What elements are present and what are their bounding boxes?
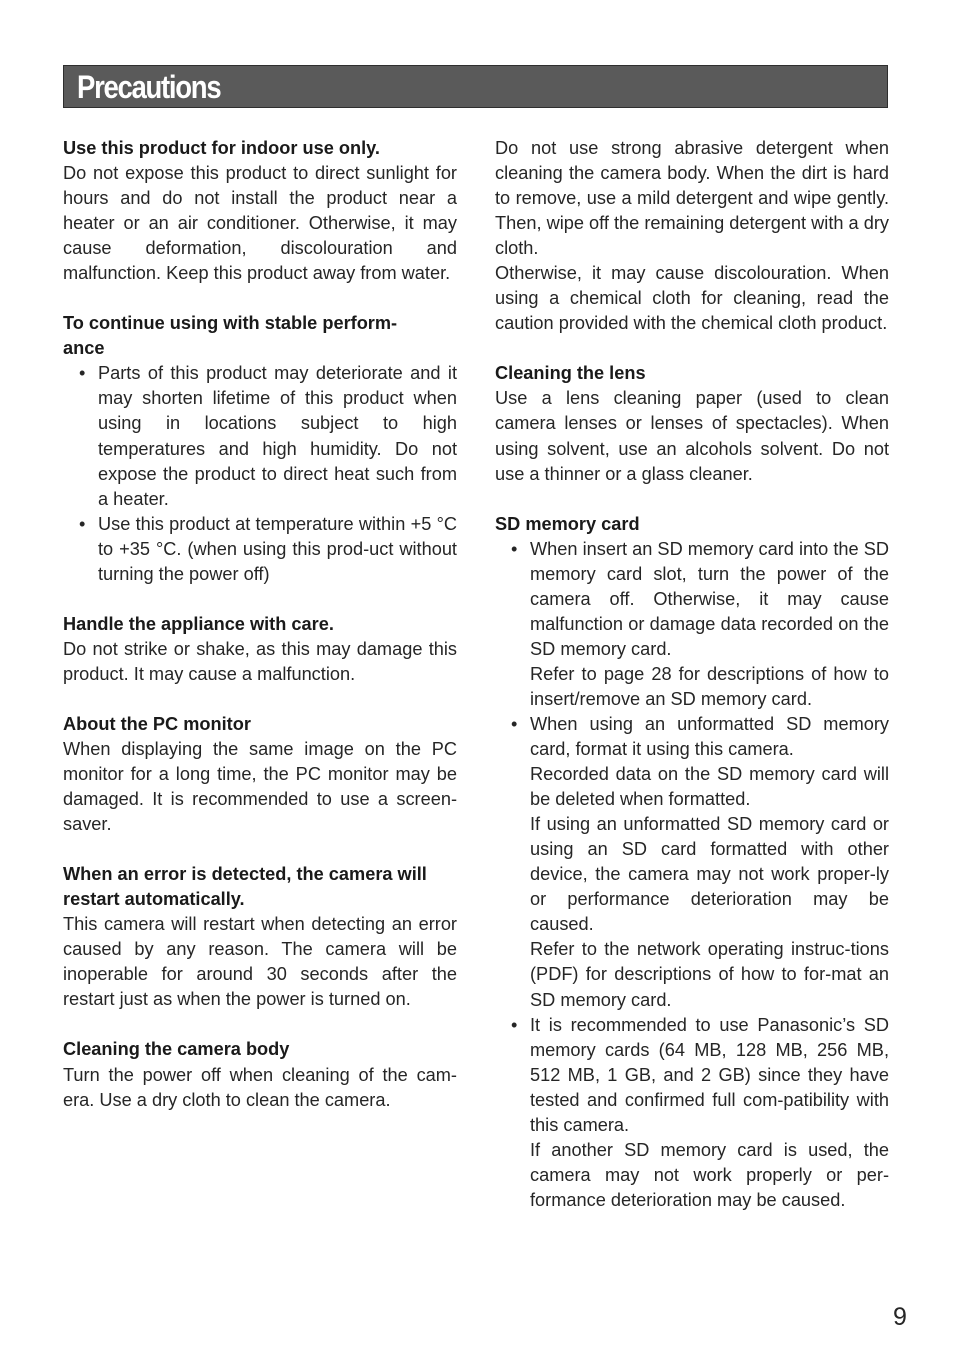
bullet-list — [63, 361, 457, 586]
section-stable-performance — [63, 311, 457, 587]
section-paragraph: Use a lens cleaning paper (used to clean camera lenses or lenses of spectacles). When using solvent, use an alcohols solvent. Do not use a thinner or a glass cleaner. — [495, 388, 889, 484]
list-item-text: Refer to the network operating instruc-tions (PDF) for descriptions of how to for-mat an SD memory card. — [530, 939, 889, 1010]
section-heading: SD memory card — [495, 513, 640, 534]
list-item-text: • When insert an SD memory card into the SD memory card slot, turn the power of the camera off. Otherwise, it may cause malfunction or damage data recorded on the SD memory card. — [530, 538, 889, 659]
right-column — [495, 136, 889, 1238]
list-item — [530, 712, 889, 1013]
list-item-text: If another SD memory card is used, the camera may not work properly or per-formance deterioration may be caused. — [530, 1139, 889, 1210]
section-sd-memory-card — [495, 512, 889, 1213]
section-paragraph: When displaying the same image on the PC monitor for a long time, the PC monitor may be damaged. It is recommended to use a screen-saver. — [63, 738, 457, 835]
section-heading: Use this product for indoor use only. — [63, 138, 380, 158]
list-item-text: Recorded data on the SD memory card will be deleted when formatted. — [530, 764, 889, 810]
section-heading: Handle the appliance with care. — [63, 613, 334, 634]
list-item — [530, 1013, 889, 1213]
section-indoor-use — [63, 136, 457, 286]
section-handle-with-care — [63, 612, 457, 687]
list-item: • Use this product at temperature within +5 °C to +35 °C. (when using this prod-uct without turning the power off) — [98, 512, 457, 587]
page-title-bar — [63, 65, 888, 108]
section-pc-monitor — [63, 712, 457, 837]
section-paragraph: This camera will restart when detecting an error caused by any reason. The camera will be inoperable for around 30 seconds after the restart just as when the power is turned on. — [63, 914, 457, 1010]
section-heading-line-1: When an error is detected, the camera will — [63, 864, 427, 885]
section-cleaning-body-continued — [495, 136, 889, 336]
section-heading: Cleaning the lens — [495, 363, 646, 384]
section-heading: Cleaning the camera body — [63, 1039, 290, 1060]
list-item-text: Refer to page 28 for descriptions of how to insert/remove an SD memory card. — [530, 663, 889, 709]
section-paragraph: Do not expose this product to direct sunlight for hours and do not install the product near a heater or an air conditioner. Otherwise, it may cause deformation, discolouration and malfunction. Keep this product away from water. — [63, 163, 457, 284]
section-cleaning-lens — [495, 361, 889, 486]
list-item-text: • It is recommended to use Panasonic’s SD memory cards (64 MB, 128 MB, 256 MB, 512 MB, 1 GB, and 2 GB) since they have tested and confirmed full com-patibility with this camera. — [530, 1014, 889, 1135]
list-item-text: • When using an unformatted SD memory card, format it using this camera. — [530, 713, 889, 760]
bullet-list — [495, 537, 889, 1213]
section-heading-line-1: To continue using with stable perform- — [63, 313, 398, 334]
section-paragraph: Do not use strong abrasive detergent when cleaning the camera body. When the dirt is hard to remove, use a mild detergent and wipe gently. Then, wipe off the remaining detergent with a dry cloth. — [495, 138, 889, 259]
list-item: • Parts of this product may deteriorate and it may shorten lifetime of this product when using in locations subject to high temperatures and high humidity. Do not expose the product to direct heat such from a heater. — [98, 361, 457, 511]
left-column — [63, 136, 457, 1138]
section-heading: About the PC monitor — [63, 713, 251, 734]
section-heading-line-2: restart automatically. — [63, 889, 245, 910]
section-heading-line-2: ance — [63, 338, 105, 359]
page-title: Precautions — [77, 69, 221, 105]
list-item — [530, 537, 889, 712]
section-error-restart — [63, 862, 457, 1012]
page-number: 9 — [893, 1303, 907, 1331]
section-paragraph: Do not strike or shake, as this may damage this product. It may cause a malfunction. — [63, 638, 457, 684]
section-cleaning-body — [63, 1037, 457, 1112]
list-item-text: If using an unformatted SD memory card or using an SD card formatted with other device, the camera may not work proper-ly or performance deterioration may be caused. — [530, 814, 889, 935]
section-paragraph: Turn the power off when cleaning of the cam-era. Use a dry cloth to clean the camera. — [63, 1064, 457, 1110]
section-paragraph: Otherwise, it may cause discolouration. When using a chemical cloth for cleaning, read the caution provided with the chemical cloth product. — [495, 263, 889, 334]
